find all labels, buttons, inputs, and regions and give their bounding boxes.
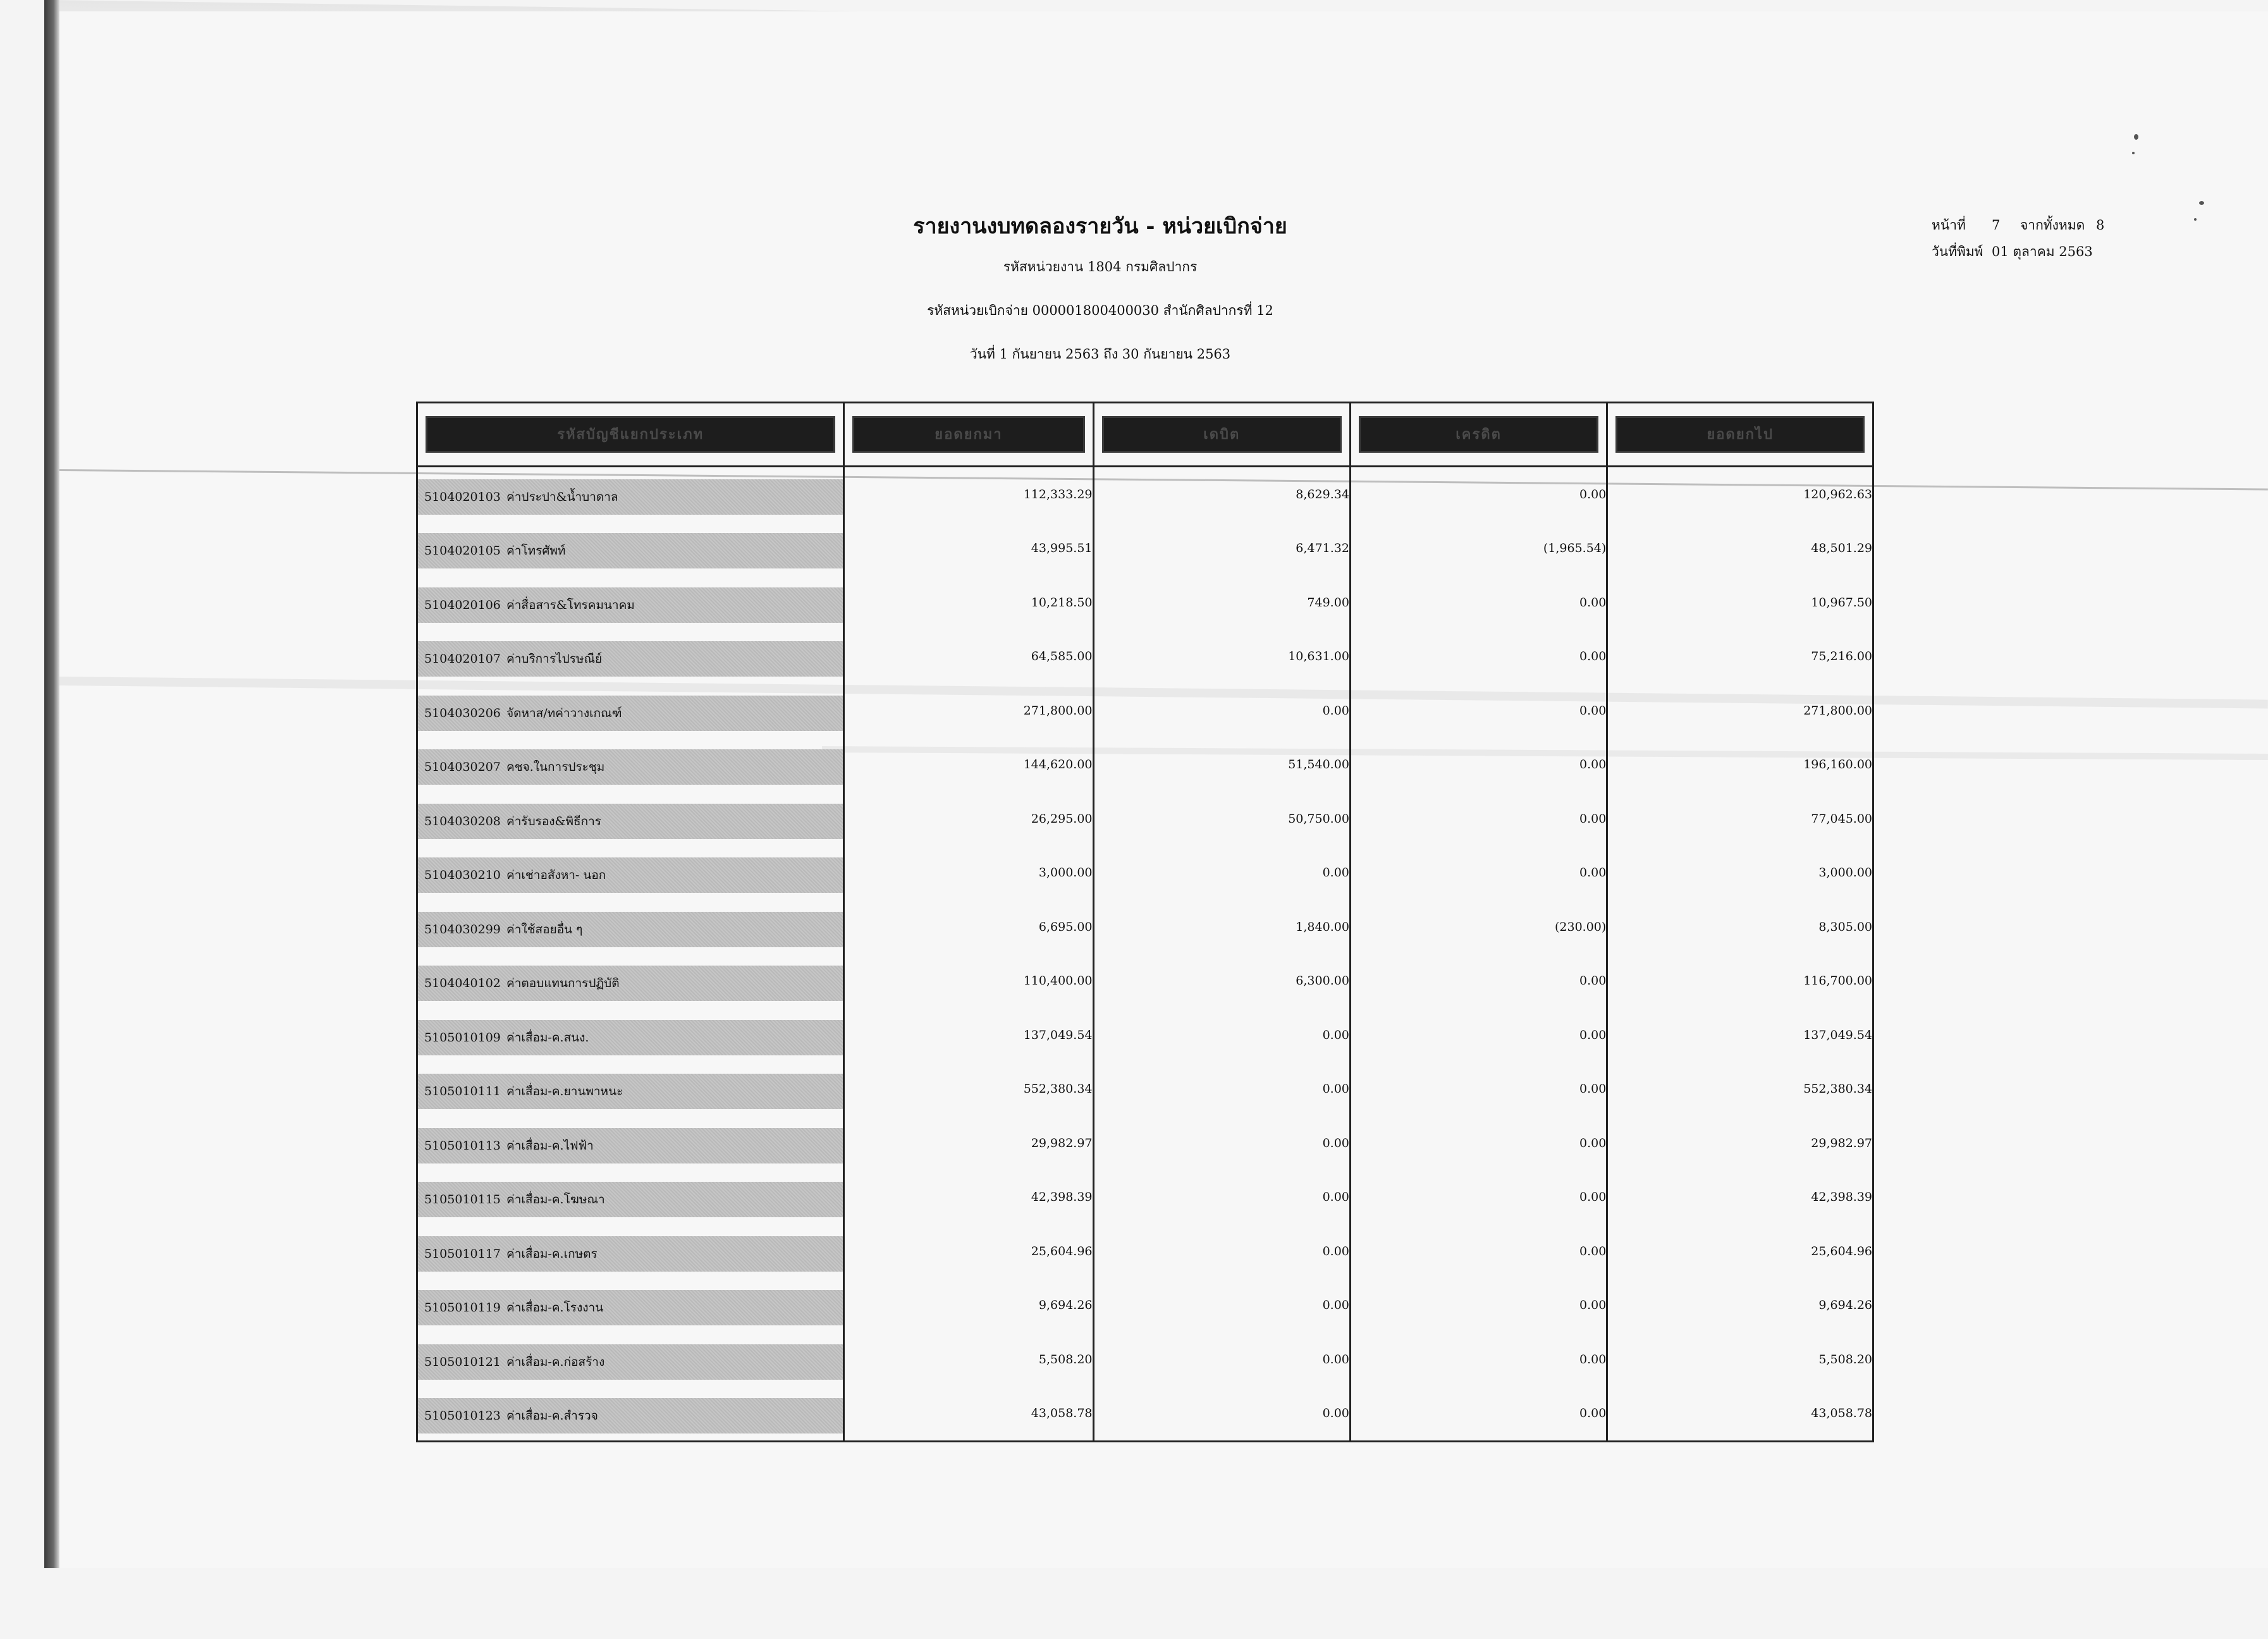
account-name: ค่าเช่าอสังหา- นอก [506,868,606,883]
opening-balance-cell: 25,604.96 [844,1224,1093,1279]
debit-cell: 749.00 [1093,575,1350,630]
opening-balance-cell: 29,982.97 [844,1116,1093,1170]
opening-balance-cell: 271,800.00 [844,684,1093,738]
account-code: 5104030208 [424,814,501,828]
account-label-box [418,1236,843,1272]
header-closing [1607,403,1873,467]
header-account [417,403,844,467]
table-row [417,1116,1873,1170]
credit-cell: 0.00 [1350,630,1607,684]
header-opening-label: ยอดยกมา [852,416,1084,453]
account-name: ค่าเสื่อม-ค.โรงงาน [506,1301,604,1315]
opening-balance-cell: 3,000.00 [844,846,1093,900]
credit-cell: 0.00 [1350,1170,1607,1225]
account-cell [417,1224,844,1279]
print-date-label: วันที่พิมพ์ [1932,244,1983,259]
debit-cell: 0.00 [1093,1224,1350,1279]
table-row [417,792,1873,846]
opening-balance-cell: 43,995.51 [844,522,1093,576]
account-code: 5105010115 [424,1193,501,1207]
account-label-box [418,749,843,785]
account-code: 5104020107 [424,652,501,666]
debit-cell: 1,840.00 [1093,900,1350,954]
report-header [847,209,1353,388]
account-cell [417,846,844,900]
opening-balance-cell: 10,218.50 [844,575,1093,630]
opening-balance-cell: 110,400.00 [844,954,1093,1009]
table-row [417,846,1873,900]
account-code: 5105010119 [424,1301,501,1315]
account-name: ค่าประปา&น้ำบาดาล [506,489,618,504]
table-row [417,1387,1873,1442]
debit-cell: 50,750.00 [1093,792,1350,846]
credit-cell: 0.00 [1350,1116,1607,1170]
opening-balance-cell: 43,058.78 [844,1387,1093,1442]
account-code: 5104020105 [424,544,501,558]
credit-cell: 0.00 [1350,846,1607,900]
account-code: 5104030206 [424,706,501,720]
table-row [417,900,1873,954]
debit-cell: 0.00 [1093,1008,1350,1062]
account-code: 5105010121 [424,1354,501,1369]
debit-cell: 0.00 [1093,1062,1350,1117]
scan-speck [2132,152,2135,154]
opening-balance-cell: 64,585.00 [844,630,1093,684]
account-code: 5104020103 [424,489,501,504]
account-name: ค่าเสื่อม-ค.ก่อสร้าง [506,1354,605,1369]
table-row [417,1224,1873,1279]
closing-balance-cell: 196,160.00 [1607,738,1873,792]
print-date-row [1932,238,2104,265]
account-name: ค่าใช้สอยอื่น ๆ [506,922,583,936]
table-row [417,522,1873,576]
header-credit-label: เครดิต [1359,416,1598,453]
table-header-row [417,403,1873,467]
table-row [417,1008,1873,1062]
account-name: จัดหาส/ทค่าวางเกณฑ์ [506,706,622,720]
account-name: คชจ.ในการประชุม [506,760,605,775]
account-code: 5104020106 [424,598,501,612]
closing-balance-cell: 271,800.00 [1607,684,1873,738]
closing-balance-cell: 75,216.00 [1607,630,1873,684]
account-cell [417,1387,844,1442]
table-row [417,467,1873,522]
scan-speck [2134,134,2138,140]
account-name: ค่าเสื่อม-ค.ไฟฟ้า [506,1138,594,1153]
debit-cell: 51,540.00 [1093,738,1350,792]
account-label-box [418,641,843,677]
opening-balance-cell: 144,620.00 [844,738,1093,792]
closing-balance-cell: 9,694.26 [1607,1279,1873,1333]
credit-cell: 0.00 [1350,575,1607,630]
header-credit [1350,403,1607,467]
header-debit [1093,403,1350,467]
credit-cell: 0.00 [1350,1062,1607,1117]
account-cell [417,467,844,522]
credit-cell: 0.00 [1350,1279,1607,1333]
account-label-box [418,1290,843,1325]
account-code: 5105010111 [424,1084,501,1099]
closing-balance-cell: 48,501.29 [1607,522,1873,576]
closing-balance-cell: 42,398.39 [1607,1170,1873,1225]
page-meta [1932,212,2104,265]
account-cell [417,792,844,846]
opening-balance-cell: 26,295.00 [844,792,1093,846]
print-date: 01 ตุลาคม 2563 [1992,244,2093,259]
account-label-box [418,587,843,623]
opening-balance-cell: 5,508.20 [844,1332,1093,1387]
account-cell [417,684,844,738]
total-pages: 8 [2096,218,2105,233]
table-row [417,575,1873,630]
closing-balance-cell: 116,700.00 [1607,954,1873,1009]
debit-cell: 0.00 [1093,1170,1350,1225]
debit-cell: 6,300.00 [1093,954,1350,1009]
closing-balance-cell: 43,058.78 [1607,1387,1873,1442]
opening-balance-cell: 552,380.34 [844,1062,1093,1117]
page-label: หน้าที่ [1932,218,1966,233]
account-cell [417,1008,844,1062]
account-label-box [418,1128,843,1163]
table-row [417,738,1873,792]
account-cell [417,954,844,1009]
account-label-box [418,1074,843,1109]
disbursement-unit-line: รหัสหน่วยเบิกจ่าย 000001800400030 สำนักศิลปากรที่ 12 [927,303,1273,318]
closing-balance-cell: 77,045.00 [1607,792,1873,846]
closing-balance-cell: 552,380.34 [1607,1062,1873,1117]
account-name: ค่าบริการไปรษณีย์ [506,652,603,666]
period-line: วันที่ 1 กันยายน 2563 ถึง 30 กันยายน 2563 [969,347,1231,362]
opening-balance-cell: 137,049.54 [844,1008,1093,1062]
agency-line: รหัสหน่วยงาน 1804 กรมศิลปากร [1003,259,1198,274]
account-name: ค่าเสื่อม-ค.ยานพาหนะ [506,1084,623,1099]
trial-balance-table [416,402,1874,1442]
credit-cell: 0.00 [1350,684,1607,738]
account-name: ค่าสื่อสาร&โทรคมนาคม [506,598,635,612]
account-label-box [418,1344,843,1380]
account-cell [417,1170,844,1225]
credit-cell: 0.00 [1350,954,1607,1009]
account-cell [417,900,844,954]
account-cell [417,630,844,684]
opening-balance-cell: 6,695.00 [844,900,1093,954]
debit-cell: 0.00 [1093,846,1350,900]
account-name: ค่าตอบแทนการปฏิบัติ [506,976,620,991]
closing-balance-cell: 3,000.00 [1607,846,1873,900]
page-number: 7 [1992,218,2001,233]
account-name: ค่าเสื่อม-ค.สำรวจ [506,1409,598,1423]
account-code: 5105010113 [424,1138,501,1153]
opening-balance-cell: 9,694.26 [844,1279,1093,1333]
account-name: ค่าเสื่อม-ค.เกษตร [506,1246,598,1261]
closing-balance-cell: 5,508.20 [1607,1332,1873,1387]
table-row [417,1279,1873,1333]
credit-cell: 0.00 [1350,467,1607,522]
account-code: 5105010109 [424,1030,501,1045]
credit-cell: 0.00 [1350,738,1607,792]
credit-cell: 0.00 [1350,1332,1607,1387]
closing-balance-cell: 137,049.54 [1607,1008,1873,1062]
account-label-box [418,966,843,1001]
account-name: ค่ารับรอง&พิธีการ [506,814,601,828]
debit-cell: 10,631.00 [1093,630,1350,684]
header-account-label: รหัสบัญชีแยกประเภท [426,416,835,453]
debit-cell: 0.00 [1093,1279,1350,1333]
debit-cell: 0.00 [1093,1332,1350,1387]
credit-cell: 0.00 [1350,792,1607,846]
account-cell [417,1332,844,1387]
opening-balance-cell: 42,398.39 [844,1170,1093,1225]
account-label-box [418,479,843,515]
header-closing-label: ยอดยกไป [1615,416,1865,453]
closing-balance-cell: 120,962.63 [1607,467,1873,522]
report-title: รายงานงบทดลองรายวัน - หน่วยเบิกจ่าย [913,214,1287,239]
account-label-box [418,1020,843,1055]
page-info-row [1932,212,2104,238]
opening-balance-cell: 112,333.29 [844,467,1093,522]
account-label-box [418,912,843,947]
scan-shadow-left [44,0,59,1568]
account-label-box [418,533,843,568]
table-row [417,1062,1873,1117]
account-name: ค่าเสื่อม-ค.สนง. [506,1030,589,1045]
debit-cell: 0.00 [1093,684,1350,738]
account-label-box [418,1182,843,1217]
debit-cell: 0.00 [1093,1116,1350,1170]
total-label: จากทั้งหมด [2020,218,2085,233]
closing-balance-cell: 8,305.00 [1607,900,1873,954]
account-cell [417,1116,844,1170]
account-name: ค่าเสื่อม-ค.โฆษณา [506,1193,605,1207]
account-code: 5104030299 [424,922,501,936]
account-label-box [418,804,843,839]
table-row [417,684,1873,738]
account-code: 5105010123 [424,1409,501,1423]
account-cell [417,522,844,576]
closing-balance-cell: 10,967.50 [1607,575,1873,630]
closing-balance-cell: 25,604.96 [1607,1224,1873,1279]
credit-cell: 0.00 [1350,1224,1607,1279]
account-code: 5105010117 [424,1246,501,1261]
debit-cell: 6,471.32 [1093,522,1350,576]
header-opening [844,403,1093,467]
debit-cell: 0.00 [1093,1387,1350,1442]
table-row [417,1332,1873,1387]
account-cell [417,1062,844,1117]
header-debit-label: เดบิต [1102,416,1342,453]
closing-balance-cell: 29,982.97 [1607,1116,1873,1170]
account-code: 5104030210 [424,868,501,883]
account-label-box [418,857,843,893]
account-cell [417,738,844,792]
scan-speck [2199,201,2204,205]
credit-cell: 0.00 [1350,1008,1607,1062]
account-cell [417,575,844,630]
credit-cell: (1,965.54) [1350,522,1607,576]
credit-cell: (230.00) [1350,900,1607,954]
scan-speck [2194,218,2197,221]
table-row [417,630,1873,684]
account-cell [417,1279,844,1333]
account-name: ค่าโทรศัพท์ [506,544,566,558]
account-label-box [418,1398,843,1433]
table-row [417,954,1873,1009]
credit-cell: 0.00 [1350,1387,1607,1442]
table-row [417,1170,1873,1225]
debit-cell: 8,629.34 [1093,467,1350,522]
account-label-box [418,696,843,731]
account-code: 5104040102 [424,976,501,991]
account-code: 5104030207 [424,760,501,775]
